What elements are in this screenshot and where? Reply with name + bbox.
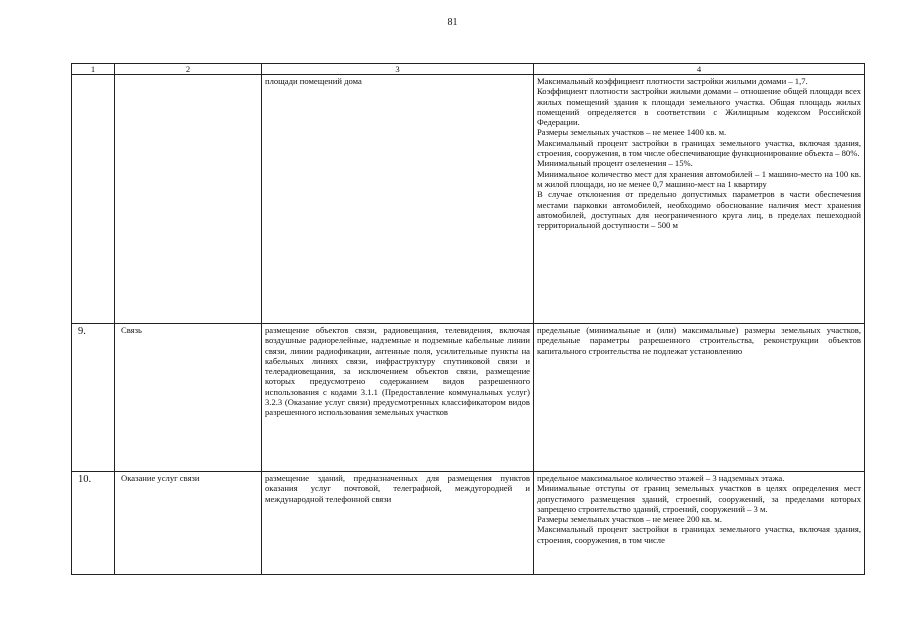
use-type-name: Оказание услуг связи bbox=[115, 472, 262, 575]
page-number: 81 bbox=[447, 17, 458, 28]
parameter-line: Минимальное количество мест для хранения автомобилей – 1 машино-место на 100 кв. м жилой площади, но не менее 0,7 машино-мест на 1 квартиру bbox=[537, 168, 861, 189]
parameters-cell bbox=[534, 75, 865, 324]
table-row bbox=[72, 324, 865, 472]
parameter-line: Максимальный процент застройки в границах земельного участка, включая здания, строения, сооружения, в том числе bbox=[537, 524, 861, 545]
use-type-name bbox=[115, 75, 262, 324]
column-header-2: 2 bbox=[115, 64, 262, 75]
table-header-row bbox=[72, 64, 865, 75]
parameter-line: предельное максимальное количество этажей – 3 надземных этажа. bbox=[537, 473, 785, 483]
parameter-line: Максимальный коэффициент плотности застройки жилыми домами – 1,7. bbox=[537, 76, 808, 86]
use-type-description: площади помещений дома bbox=[262, 75, 534, 324]
parameter-line: Минимальные отступы от границ земельных участков в целях определения мест допустимого размещения зданий, строений, сооружений, за пределами которых запрещено строительство зданий, строений, сооружений – 3 м. bbox=[537, 483, 861, 514]
parameters-cell bbox=[534, 472, 865, 575]
parameter-line: Коэффициент плотности застройки жилыми домами – отношение общей площади всех жилых помещений здания к площади земельного участка. Общая площадь жилых помещений определяется в соответствии с Жилищным кодексом Российской Федерации. bbox=[537, 86, 861, 128]
column-header-1: 1 bbox=[72, 64, 115, 75]
land-use-table bbox=[71, 63, 865, 575]
parameter-line: Максимальный процент застройки в границах земельного участка, включая здания, строения, сооружения, в том числе обеспечивающие функционирование объекта – 80%. bbox=[537, 137, 861, 159]
column-header-4: 4 bbox=[534, 64, 865, 75]
parameter-line: Размеры земельных участков – не менее 200 кв. м. bbox=[537, 514, 722, 525]
use-type-description: размещение объектов связи, радиовещания, телевидения, включая воздушные радиорелейные, надземные и подземные кабельные линии связи, линии радиофикации, антенные поля, усилительные пункты на кабельных линиях связи, инфраструктуру спутниковой связи и телерадиовещания, за исключением объектов связи, размещение которых предусмотрено содержанием видов разрешенного использования с кодами 3.1.1 (Предоставление коммунальных услуг) 3.2.3 (Оказание услуг связи) предусмотренных классификатором видов разрешенного использования земельных участков bbox=[262, 324, 534, 472]
parameter-line: предельные (минимальные и (или) максимальные) размеры земельных участков, предельные параметры разрешенного строительства, реконструкции объектов капитального строительства не подлежат установлению bbox=[537, 325, 861, 356]
use-type-name: Связь bbox=[115, 324, 262, 472]
parameter-line: В случае отклонения от предельно допустимых параметров в части обеспечения местами парковки автомобилей, необходимо обоснование наличия мест хранения автомобилей, доступных для неограниченного круга лиц, в пределах пешеходной территориальной доступности – 500 м bbox=[537, 189, 861, 231]
column-header-3: 3 bbox=[262, 64, 534, 75]
row-number: 10. bbox=[72, 472, 115, 575]
parameter-line: Размеры земельных участков – не менее 1400 кв. м. bbox=[537, 127, 727, 138]
row-number bbox=[72, 75, 115, 324]
row-number: 9. bbox=[72, 324, 115, 472]
table-row bbox=[72, 75, 865, 324]
table-row bbox=[72, 472, 865, 575]
use-type-description: размещение зданий, предназначенных для размещения пунктов оказания услуг почтовой, телеграфной, междугородней и международной телефонной связи bbox=[262, 472, 534, 575]
parameters-cell bbox=[534, 324, 865, 472]
parameter-line: Минимальный процент озеленения – 15%. bbox=[537, 158, 693, 169]
